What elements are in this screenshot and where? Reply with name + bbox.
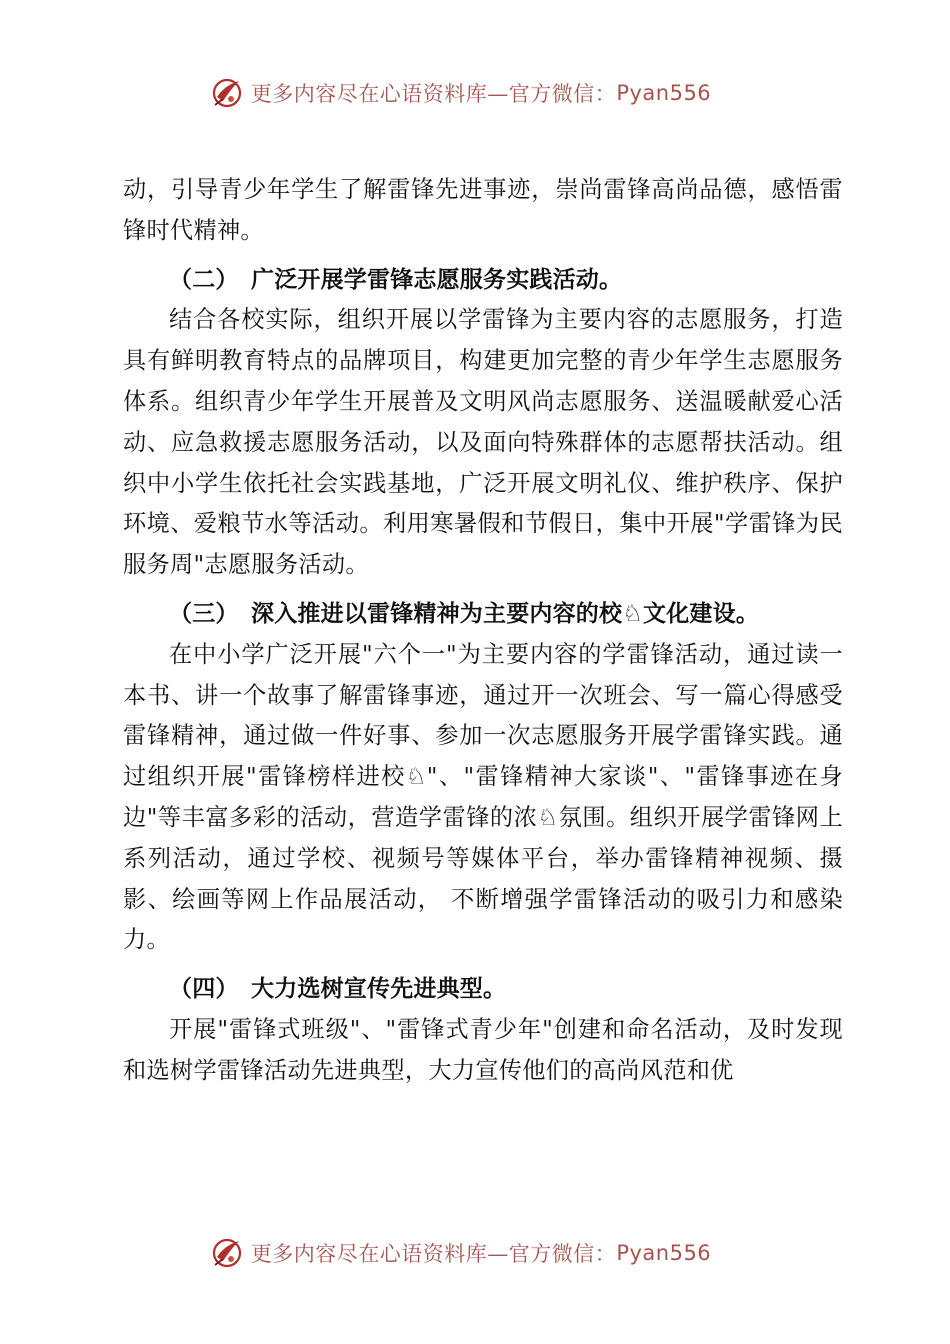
quill-pen-logo-icon bbox=[209, 75, 245, 111]
footer-banner bbox=[0, 1233, 950, 1273]
document-body bbox=[123, 170, 843, 1092]
header-banner bbox=[0, 73, 950, 113]
section-number: （三） bbox=[169, 600, 239, 627]
section-title: 广泛开展学雷锋志愿服务实践活动。 bbox=[251, 266, 623, 293]
footer-banner-id: Pyan556 bbox=[616, 1241, 712, 1265]
section-heading-3 bbox=[123, 594, 843, 635]
section-title-part-b: 文化建设。 bbox=[643, 600, 760, 627]
quill-pen-logo-icon bbox=[209, 1235, 245, 1271]
section-number: （二） bbox=[169, 266, 239, 293]
paragraph-continued: 动，引导青少年学生了解雷锋先进事迹，崇尚雷锋高尚品德，感悟雷锋时代精神。 bbox=[123, 176, 843, 244]
section-heading-4 bbox=[123, 969, 843, 1010]
header-banner-id: Pyan556 bbox=[616, 81, 712, 105]
paragraph: 在中小学广泛开展"六个一"为主要内容的学雷锋活动，通过读一本书、讲一个故事了解雷锋事迹，通过开一次班会、写一篇心得感受雷锋精神，通过做一件好事、参加一次志愿服务开展学雷锋实践。通过组织开展"雷锋榜样进校♘"、"雷锋精神大家谈"、"雷锋事迹在身边"等丰富多彩的活动，营造学雷锋的浓♘氛围。组织开展学雷锋网上系列活动，通过学校、视频号等媒体平台，举办雷锋精神视频、摄影、绘画等网上作品展活动， 不断增强学雷锋活动的吸引力和感染力。 bbox=[123, 640, 843, 954]
garbled-glyph: ♘ bbox=[622, 600, 644, 627]
section-title-part-a: 深入推进以雷锋精神为主要内容的校 bbox=[251, 600, 623, 627]
section-title: 大力选树宣传先进典型。 bbox=[251, 976, 507, 1003]
section-number: （四） bbox=[169, 976, 239, 1003]
section-heading-2 bbox=[123, 260, 843, 301]
header-banner-text: 更多内容尽在心语资料库—官方微信： bbox=[250, 82, 617, 106]
footer-banner-text: 更多内容尽在心语资料库—官方微信： bbox=[250, 1242, 617, 1266]
paragraph: 开展"雷锋式班级"、"雷锋式青少年"创建和命名活动，及时发现和选树学雷锋活动先进典型，大力宣传他们的高尚风范和优 bbox=[123, 1015, 843, 1084]
paragraph: 结合各校实际，组织开展以学雷锋为主要内容的志愿服务，打造具有鲜明教育特点的品牌项目，构建更加完整的青少年学生志愿服务体系。组织青少年学生开展普及文明风尚志愿服务、送温暖献爱心活动、应急救援志愿服务活动，以及面向特殊群体的志愿帮扶活动。组织中小学生依托社会实践基地，广泛开展文明礼仪、维护秩序、保护环境、爱粮节水等活动。利用寒暑假和节假日，集中开展"学雷锋为民服务周"志愿服务活动。 bbox=[123, 306, 843, 579]
